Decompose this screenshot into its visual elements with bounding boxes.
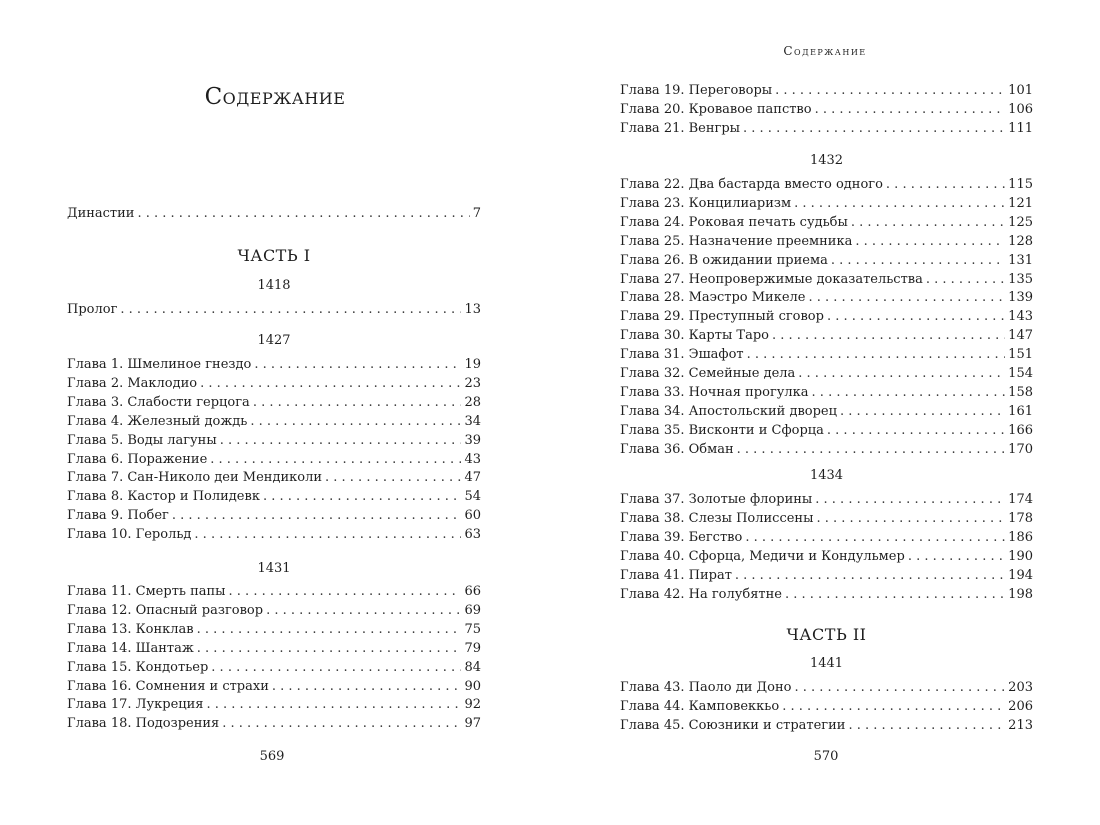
toc-entry-title: Глава 34. Апостольский дворец (620, 403, 837, 419)
toc-entry-title: Глава 35. Висконти и Сфорца (620, 422, 824, 438)
toc-entry-title: Глава 15. Кондотьер (67, 659, 209, 675)
toc-entry[interactable] (620, 679, 1033, 697)
toc-entry-page: 84 (464, 659, 481, 675)
toc-entry-page: 174 (1008, 492, 1033, 507)
toc-entry[interactable] (620, 176, 1033, 194)
leader-dots (815, 491, 1005, 509)
toc-entry-title: Глава 37. Золотые флорины (620, 492, 813, 507)
leader-dots (272, 678, 462, 696)
toc-entry-page: 63 (464, 527, 481, 543)
contents-title: Содержание (204, 84, 346, 110)
toc-entry-page: 139 (1008, 290, 1033, 306)
leader-dots (220, 432, 462, 450)
toc-entry[interactable] (620, 403, 1033, 421)
toc-entry[interactable] (67, 394, 481, 412)
toc-entry[interactable] (620, 252, 1033, 270)
toc-entry[interactable] (620, 698, 1033, 716)
toc-entry-page: 166 (1008, 422, 1033, 438)
toc-entry-title: Династии (67, 206, 135, 221)
leader-dots (798, 365, 1005, 383)
toc-entry-title: Глава 24. Роковая печать судьбы (620, 214, 848, 230)
leader-dots (827, 422, 1005, 440)
toc-entry-page: 151 (1008, 347, 1033, 363)
toc-entry[interactable] (620, 327, 1033, 345)
year-heading-1431: 1431 (257, 561, 291, 576)
toc-entry-page: 54 (464, 489, 481, 505)
toc-entry[interactable] (620, 101, 1033, 119)
toc-entry[interactable] (620, 271, 1033, 289)
toc-entry-page: 23 (464, 375, 481, 391)
toc-entry[interactable] (620, 384, 1033, 402)
toc-entry[interactable] (620, 548, 1033, 566)
toc-entry-page: 97 (464, 716, 481, 732)
leader-dots (775, 82, 1005, 100)
year-heading-1441: 1441 (809, 656, 844, 671)
leader-dots (848, 717, 1005, 735)
toc-entry[interactable] (620, 233, 1033, 251)
part-heading-1: ЧАСТЬ I (237, 246, 311, 265)
toc-entry-title: Пролог (67, 302, 118, 317)
toc-entry-title: Глава 33. Ночная прогулка (620, 384, 809, 400)
leader-dots (840, 403, 1005, 421)
toc-entry[interactable] (620, 441, 1033, 459)
toc-entry-page: 101 (1008, 83, 1033, 98)
toc-entry-title: Глава 19. Переговоры (620, 83, 773, 98)
leader-dots (815, 101, 1006, 119)
leader-dots (250, 413, 461, 431)
toc-entry-title: Глава 4. Железный дождь (67, 413, 248, 429)
year-heading-1427: 1427 (257, 333, 291, 348)
leader-dots (794, 679, 1005, 697)
toc-entry-title: Глава 21. Венгры (620, 120, 741, 136)
toc-entry[interactable] (620, 346, 1033, 364)
toc-entry[interactable] (67, 526, 481, 544)
leader-dots (207, 696, 462, 714)
toc-entry[interactable] (67, 469, 481, 487)
toc-entry-title: Глава 8. Кастор и Полидевк (67, 489, 260, 505)
toc-entry[interactable] (620, 289, 1033, 307)
toc-entry-page: 190 (1008, 548, 1033, 564)
leader-dots (772, 327, 1005, 345)
toc-entry-page: 92 (464, 697, 481, 713)
leader-dots (745, 529, 1005, 547)
toc-entry-title: Глава 30. Карты Таро (620, 328, 769, 344)
leader-dots (254, 356, 461, 374)
toc-entry-page: 111 (1008, 120, 1033, 136)
toc-entry-page: 147 (1008, 328, 1033, 344)
toc-entry-page: 7 (472, 206, 481, 221)
toc-entry-page: 75 (464, 621, 481, 637)
leader-dots (266, 602, 461, 620)
leader-dots (197, 640, 462, 658)
toc-entry[interactable] (67, 602, 481, 620)
toc-entry[interactable] (67, 715, 481, 733)
toc-entry-page: 135 (1008, 271, 1033, 287)
leader-dots (827, 308, 1005, 326)
toc-entry[interactable] (620, 308, 1033, 326)
right-page (550, 0, 1100, 825)
toc-entry-page: 143 (1008, 309, 1033, 325)
toc-entry-title: Глава 27. Неопровержимые доказательства (620, 271, 923, 287)
toc-entry-title: Глава 2. Маклодио (67, 375, 198, 391)
leader-dots (747, 346, 1006, 364)
toc-entry-title: Глава 29. Преступный сговор (620, 309, 824, 325)
toc-entry[interactable] (620, 120, 1033, 138)
toc-entry-page: 128 (1008, 233, 1033, 249)
leader-dots (229, 583, 462, 601)
part-heading-2: ЧАСТЬ II (786, 625, 867, 644)
toc-entry-page: 69 (464, 602, 481, 618)
leader-dots (325, 469, 461, 487)
toc-entry-page: 206 (1008, 698, 1033, 714)
toc-entry-title: Глава 43. Паоло ди Доно (620, 680, 792, 695)
toc-entry-title: Глава 16. Сомнения и страхи (67, 678, 269, 694)
toc-entry-page: 79 (464, 640, 481, 656)
toc-entry-title: Глава 11. Смерть папы (67, 584, 226, 599)
leader-dots (253, 394, 462, 412)
toc-entry-page: 213 (1008, 717, 1033, 733)
leader-dots (210, 451, 461, 469)
toc-entry-page: 121 (1008, 195, 1033, 211)
toc-entry-title: Глава 39. Бегство (620, 529, 743, 545)
toc-entry[interactable] (67, 413, 481, 431)
toc-entry-title: Глава 13. Конклав (67, 621, 194, 637)
toc-entry[interactable] (620, 567, 1033, 585)
toc-entry[interactable] (67, 375, 481, 393)
toc-entry[interactable] (67, 583, 481, 601)
toc-entry[interactable] (620, 529, 1033, 547)
toc-entry-prologue[interactable] (67, 301, 481, 319)
toc-entry[interactable] (620, 82, 1033, 100)
toc-entry[interactable] (620, 491, 1033, 509)
leader-dots (816, 510, 1005, 528)
toc-entry[interactable] (67, 659, 481, 677)
running-head: Содержание (783, 44, 867, 58)
toc-entry-page: 158 (1008, 384, 1033, 400)
toc-entry-title: Глава 40. Сфорца, Медичи и Кондульмер (620, 548, 905, 564)
leader-dots (886, 176, 1005, 194)
toc-entry-title: Глава 18. Подозрения (67, 716, 220, 732)
toc-entry-page: 106 (1008, 101, 1033, 117)
toc-entry-title: Глава 42. На голубятне (620, 586, 782, 602)
toc-entry-title: Глава 32. Семейные дела (620, 366, 796, 381)
toc-entry[interactable] (67, 451, 481, 469)
leader-dots (735, 567, 1005, 585)
toc-entry[interactable] (620, 586, 1033, 604)
leader-dots (137, 205, 469, 223)
toc-entry-title: Глава 31. Эшафот (620, 347, 744, 363)
toc-entry-title: Глава 9. Побег (67, 508, 169, 524)
leader-dots (197, 621, 462, 639)
toc-entry[interactable] (67, 621, 481, 639)
leader-dots (222, 715, 461, 733)
toc-entry-title: Глава 12. Опасный разговор (67, 602, 264, 618)
leader-dots (194, 526, 461, 544)
toc-entry[interactable] (67, 696, 481, 714)
toc-entry-title: Глава 3. Слабости герцога (67, 394, 250, 410)
toc-entry-page: 125 (1008, 214, 1033, 230)
page-number: 570 (813, 749, 839, 764)
toc-entry-title: Глава 22. Два бастарда вместо одного (620, 177, 883, 192)
toc-entry-page: 19 (464, 357, 481, 372)
leader-dots (908, 548, 1005, 566)
toc-entry-title: Глава 23. Концилиаризм (620, 195, 792, 211)
leader-dots (794, 195, 1005, 213)
toc-entry-page: 203 (1008, 680, 1033, 695)
leader-dots (926, 271, 1005, 289)
toc-entry-title: Глава 6. Поражение (67, 451, 208, 467)
toc-entry-page: 43 (464, 451, 481, 467)
toc-entry[interactable] (67, 432, 481, 450)
toc-entry-page: 186 (1008, 529, 1033, 545)
leader-dots (120, 301, 461, 319)
leader-dots (737, 441, 1006, 459)
toc-entry-title: Глава 1. Шмелиное гнездо (67, 357, 252, 372)
toc-entry-page: 28 (464, 394, 481, 410)
leader-dots (812, 384, 1006, 402)
toc-entry-title: Глава 38. Слезы Полиссены (620, 510, 814, 526)
leader-dots (831, 252, 1005, 270)
toc-entry[interactable] (67, 507, 481, 525)
leader-dots (782, 698, 1005, 716)
toc-entry-title: Глава 45. Союзники и стратегии (620, 717, 846, 733)
toc-entry-title: Глава 41. Пират (620, 567, 732, 583)
toc-entry-title: Глава 44. Камповеккьо (620, 698, 780, 714)
toc-left (67, 0, 481, 825)
toc-entry-page: 170 (1008, 441, 1033, 457)
leader-dots (855, 233, 1005, 251)
toc-entry-page: 154 (1008, 366, 1033, 381)
leader-dots (200, 375, 461, 393)
toc-entry[interactable] (620, 365, 1033, 383)
leader-dots (743, 120, 1005, 138)
toc-entry-title: Глава 7. Сан-Николо деи Мендиколи (67, 470, 322, 486)
toc-entry-page: 178 (1008, 510, 1033, 526)
toc-entry[interactable] (620, 422, 1033, 440)
toc-entry-title: Глава 10. Герольд (67, 527, 192, 543)
toc-entry-page: 13 (464, 302, 481, 317)
toc-entry-title: Глава 5. Воды лагуны (67, 432, 217, 448)
toc-entry-page: 60 (464, 508, 481, 524)
year-heading-1432: 1432 (809, 153, 844, 168)
year-heading-1434: 1434 (809, 468, 844, 483)
toc-entry[interactable] (620, 195, 1033, 213)
toc-entry-title: Глава 28. Маэстро Микеле (620, 290, 806, 306)
year-heading-1418: 1418 (257, 278, 291, 293)
page-number: 569 (259, 749, 285, 764)
toc-entry[interactable] (620, 717, 1033, 735)
leader-dots (263, 488, 462, 506)
toc-entry-title: Глава 36. Обман (620, 441, 734, 457)
toc-entry-page: 39 (464, 432, 481, 448)
toc-entry-title: Глава 26. В ожидании приема (620, 252, 828, 268)
toc-entry[interactable] (67, 640, 481, 658)
toc-entry[interactable] (67, 356, 481, 374)
toc-entry[interactable] (67, 678, 481, 696)
toc-entry-page: 66 (464, 584, 481, 599)
toc-entry-page: 47 (464, 470, 481, 486)
toc-entry-title: Глава 25. Назначение преемника (620, 233, 853, 249)
toc-entry-page: 194 (1008, 567, 1033, 583)
toc-entry-page: 90 (464, 678, 481, 694)
toc-entry-page: 34 (464, 413, 481, 429)
toc-entry-page: 198 (1008, 586, 1033, 602)
toc-entry-title: Глава 17. Лукреция (67, 697, 204, 713)
leader-dots (808, 289, 1005, 307)
toc-entry-page: 115 (1008, 177, 1033, 192)
toc-entry-dynasties[interactable] (67, 205, 481, 223)
toc-entry-title: Глава 14. Шантаж (67, 640, 194, 656)
leader-dots (785, 586, 1005, 604)
toc-entry[interactable] (620, 214, 1033, 232)
toc-right (620, 0, 1033, 825)
toc-entry-page: 161 (1008, 403, 1033, 419)
leader-dots (851, 214, 1005, 232)
leader-dots (211, 659, 461, 677)
toc-entry[interactable] (67, 488, 481, 506)
leader-dots (172, 507, 462, 525)
toc-entry-title: Глава 20. Кровавое папство (620, 101, 812, 117)
toc-entry-page: 131 (1008, 252, 1033, 268)
toc-entry[interactable] (620, 510, 1033, 528)
